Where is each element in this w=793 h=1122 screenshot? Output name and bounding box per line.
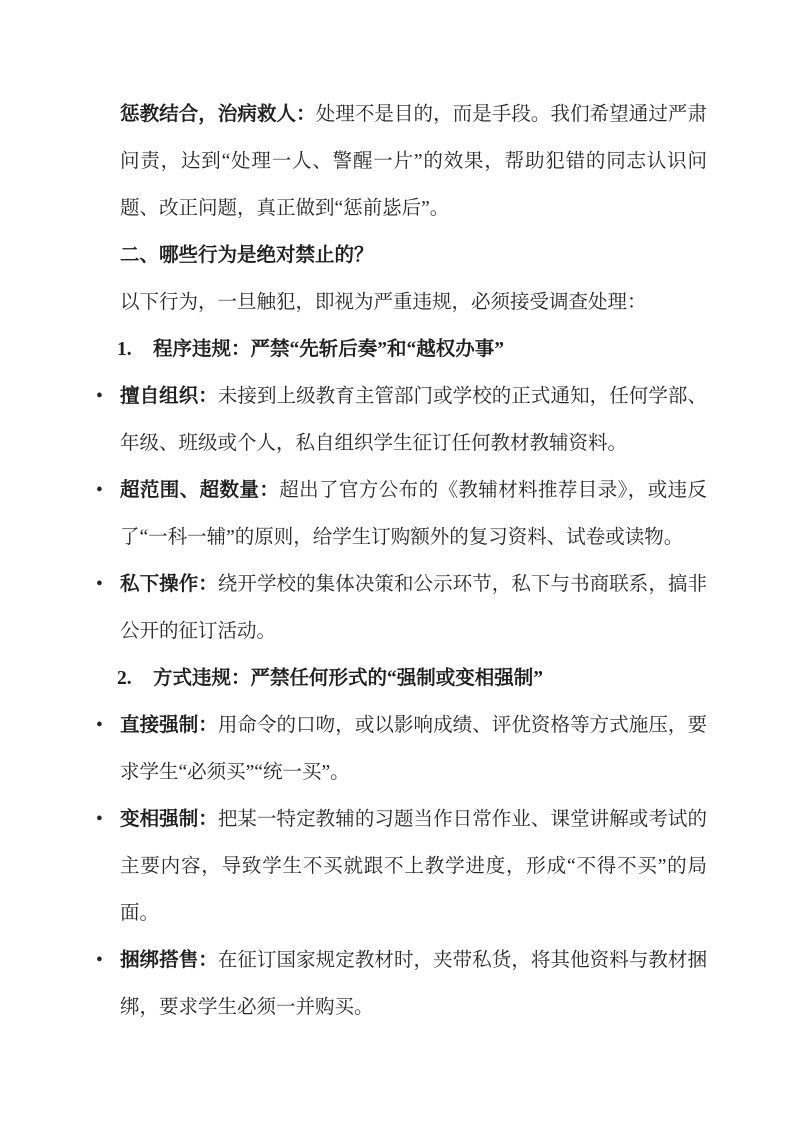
numbered-heading-method-violation	[117, 655, 707, 702]
list-item-text	[120, 702, 707, 796]
list-item-lead-bold: 超范围、超数量：	[120, 480, 280, 501]
list-item-private-operation	[96, 561, 707, 655]
list-item-text	[120, 937, 707, 1031]
bullet-icon: •	[96, 480, 103, 501]
list-item-lead-bold: 变相强制：	[120, 809, 218, 830]
list-item-body: 把某一特定教辅的习题当作日常作业、课堂讲解或考试的主要内容，导致学生不买就跟不上教学进度，形成“不得不买”的局面。	[120, 809, 707, 924]
list-item-body: 绕开学校的集体决策和公示环节，私下与书商联系，搞非公开的征订活动。	[120, 574, 707, 642]
list-item-lead-bold: 捆绑搭售：	[120, 950, 218, 971]
list-item-unauthorized-organizing	[96, 373, 707, 467]
paragraph-lead-bold: 惩教结合，治病救人：	[120, 104, 316, 125]
list-item-body: 用命令的口吻，或以影响成绩、评优资格等方式施压，要求学生“必须买”“统一买”。	[120, 715, 707, 783]
numbered-heading-procedure-violation	[117, 326, 707, 373]
list-item-text	[120, 796, 707, 937]
paragraph-text: 以下行为，一旦触犯，即视为严重违规，必须接受调查处理：	[120, 292, 647, 313]
list-item-lead-bold: 直接强制：	[120, 715, 218, 736]
list-item-body: 未接到上级教育主管部门或学校的正式通知，任何学部、年级、班级或个人，私自组织学生征订任何教材教辅资料。	[120, 386, 707, 454]
heading-number: 2.	[117, 668, 132, 689]
list-item-text	[120, 373, 707, 467]
heading-text: 方式违规：严禁任何形式的“强制或变相强制”	[153, 668, 544, 689]
bullet-icon: •	[96, 715, 103, 736]
list-item-body: 在征订国家规定教材时，夹带私货，将其他资料与教材捆绑，要求学生必须一并购买。	[120, 950, 707, 1018]
heading-text: 程序违规：严禁“先斩后奏”和“越权办事”	[153, 339, 505, 360]
bullet-icon: •	[96, 574, 103, 595]
paragraph-discipline-principle	[120, 91, 707, 232]
list-item-over-scope-quantity	[96, 467, 707, 561]
list-item-lead-bold: 私下操作：	[120, 574, 218, 595]
list-item-direct-coercion	[96, 702, 707, 796]
heading-number: 1.	[117, 339, 132, 360]
list-item-text	[120, 561, 707, 655]
list-item-bundled-selling	[96, 937, 707, 1031]
list-item-text	[120, 467, 707, 561]
bullet-icon: •	[96, 386, 103, 407]
list-item-body: 超出了官方公布的《教辅材料推荐目录》，或违反了“一科一辅”的原则，给学生订购额外的复习资料、试卷或读物。	[120, 480, 707, 548]
section-heading-forbidden-behaviors: 二、哪些行为是绝对禁止的？	[120, 245, 374, 266]
list-item-disguised-coercion	[96, 796, 707, 937]
bullet-icon: •	[96, 809, 103, 830]
list-item-lead-bold: 擅自组织：	[120, 386, 218, 407]
bullet-icon: •	[96, 950, 103, 971]
paragraph-text: 处理不是目的，而是手段。我们希望通过严肃问责，达到“处理一人、警醒一片”的效果，帮助犯错的同志认识问题、改正问题，真正做到“惩前毖后”。	[120, 104, 707, 219]
paragraph-intro	[120, 279, 707, 326]
